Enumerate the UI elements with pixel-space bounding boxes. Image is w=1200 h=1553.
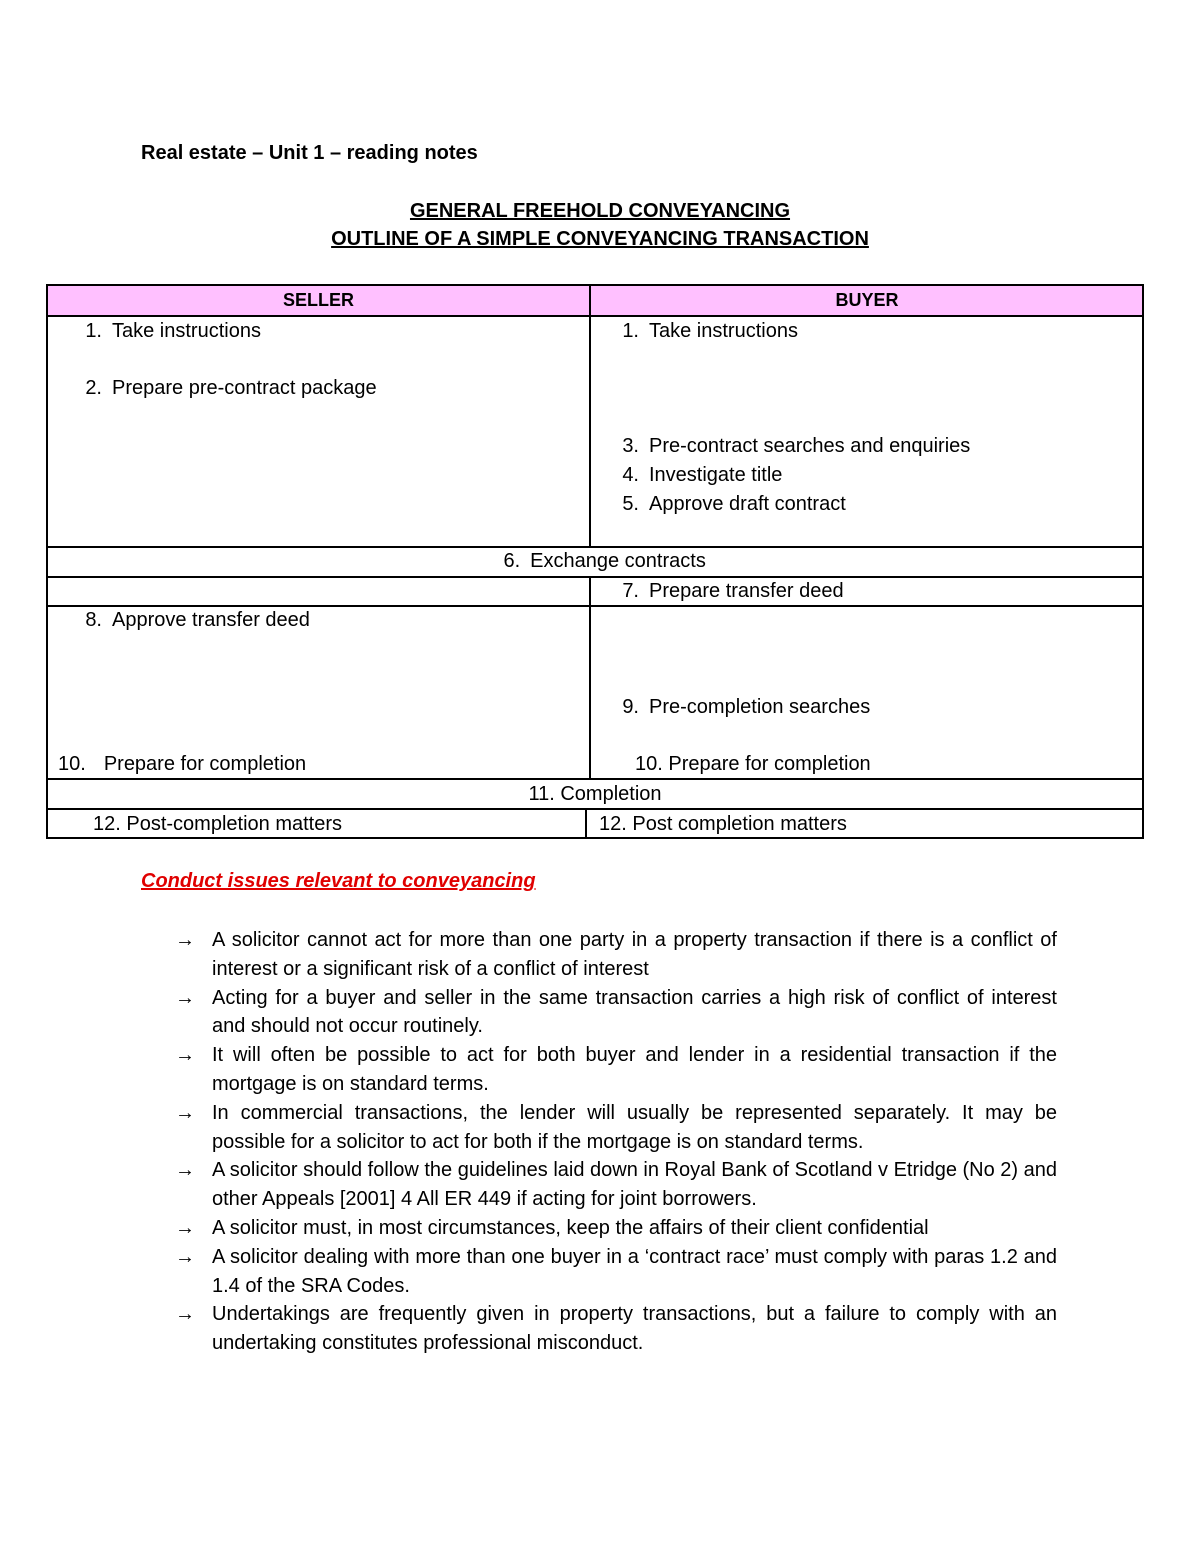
seller-header: SELLER bbox=[282, 290, 354, 310]
step-11-completion: 11. Completion bbox=[528, 783, 662, 805]
document-title: Real estate – Unit 1 – reading notes bbox=[141, 142, 478, 164]
arrow-right-icon: → bbox=[175, 929, 195, 951]
list-item: → A solicitor should follow the guidelines laid down in Royal Bank of Scotland v Etridge (No 2) and other Appeals [2001] 4 All ER 449 if acting for joint borrowers. bbox=[175, 1156, 1057, 1214]
table-header-row bbox=[48, 286, 1142, 315]
conduct-issues-list bbox=[175, 926, 1057, 1358]
table-rule bbox=[48, 605, 1142, 607]
step-6-exchange-contracts: 6. Exchange contracts bbox=[503, 550, 706, 572]
list-item: → It will often be possible to act for both buyer and lender in a residential transaction if the mortgage is on standard terms. bbox=[175, 1041, 1057, 1099]
buyer-step-1: 1. Take instructions bbox=[622, 320, 798, 342]
conduct-issues-title: Conduct issues relevant to conveyancing bbox=[141, 870, 536, 892]
table-rule bbox=[48, 778, 1142, 780]
table-rule bbox=[48, 546, 1142, 548]
heading-general-freehold: GENERAL FREEHOLD CONVEYANCING bbox=[409, 200, 791, 222]
arrow-right-icon: → bbox=[175, 986, 195, 1009]
seller-step-8: 8. Approve transfer deed bbox=[85, 609, 310, 631]
list-item: → A solicitor must, in most circumstances, keep the affairs of their client confidential bbox=[175, 1214, 1057, 1243]
table-rule bbox=[48, 808, 1142, 810]
arrow-right-icon: → bbox=[175, 1101, 195, 1124]
seller-step-1: 1. Take instructions bbox=[85, 320, 261, 342]
buyer-header: BUYER bbox=[835, 290, 899, 310]
column-divider bbox=[589, 576, 591, 778]
conveyancing-table bbox=[46, 284, 1144, 839]
arrow-right-icon: → bbox=[175, 1044, 195, 1067]
buyer-step-4: 4. Investigate title bbox=[622, 464, 783, 486]
buyer-step-9: 9. Pre-completion searches bbox=[622, 696, 871, 718]
column-divider bbox=[589, 286, 591, 546]
buyer-step-10: 10. Prepare for completion bbox=[635, 753, 871, 775]
list-item: → A solicitor cannot act for more than one party in a property transaction if there is a conflict of interest or a significant risk of a conflict of interest bbox=[175, 926, 1057, 984]
list-item: → A solicitor dealing with more than one buyer in a ‘contract race’ must comply with paras 1.2 and 1.4 of the SRA Codes. bbox=[175, 1243, 1057, 1301]
buyer-step-5: 5. Approve draft contract bbox=[622, 493, 846, 515]
table-rule bbox=[48, 576, 1142, 578]
list-item: → Acting for a buyer and seller in the same transaction carries a high risk of conflict of interest and should not occur routinely. bbox=[175, 984, 1057, 1042]
heading-outline: OUTLINE OF A SIMPLE CONVEYANCING TRANSACTION bbox=[331, 228, 869, 250]
arrow-right-icon: → bbox=[175, 1245, 195, 1268]
seller-step-12: 12. Post-completion matters bbox=[93, 813, 342, 835]
seller-step-10: 10. Prepare for completion bbox=[58, 753, 307, 775]
list-item: → Undertakings are frequently given in property transactions, but a failure to comply with an undertaking constitutes professional misconduct. bbox=[175, 1300, 1057, 1358]
buyer-step-3: 3. Pre-contract searches and enquiries bbox=[622, 435, 971, 457]
column-divider bbox=[585, 808, 587, 839]
arrow-right-icon: → bbox=[175, 1216, 195, 1239]
list-item: → In commercial transactions, the lender will usually be represented separately. It may be possible for a solicitor to act for both if the mortgage is on standard terms. bbox=[175, 1099, 1057, 1157]
buyer-step-7: 7. Prepare transfer deed bbox=[622, 580, 844, 602]
seller-step-2: 2. Prepare pre-contract package bbox=[85, 377, 377, 399]
buyer-step-12: 12. Post completion matters bbox=[599, 813, 847, 835]
arrow-right-icon: → bbox=[175, 1303, 195, 1326]
arrow-right-icon: → bbox=[175, 1159, 195, 1182]
table-rule bbox=[48, 315, 1142, 317]
